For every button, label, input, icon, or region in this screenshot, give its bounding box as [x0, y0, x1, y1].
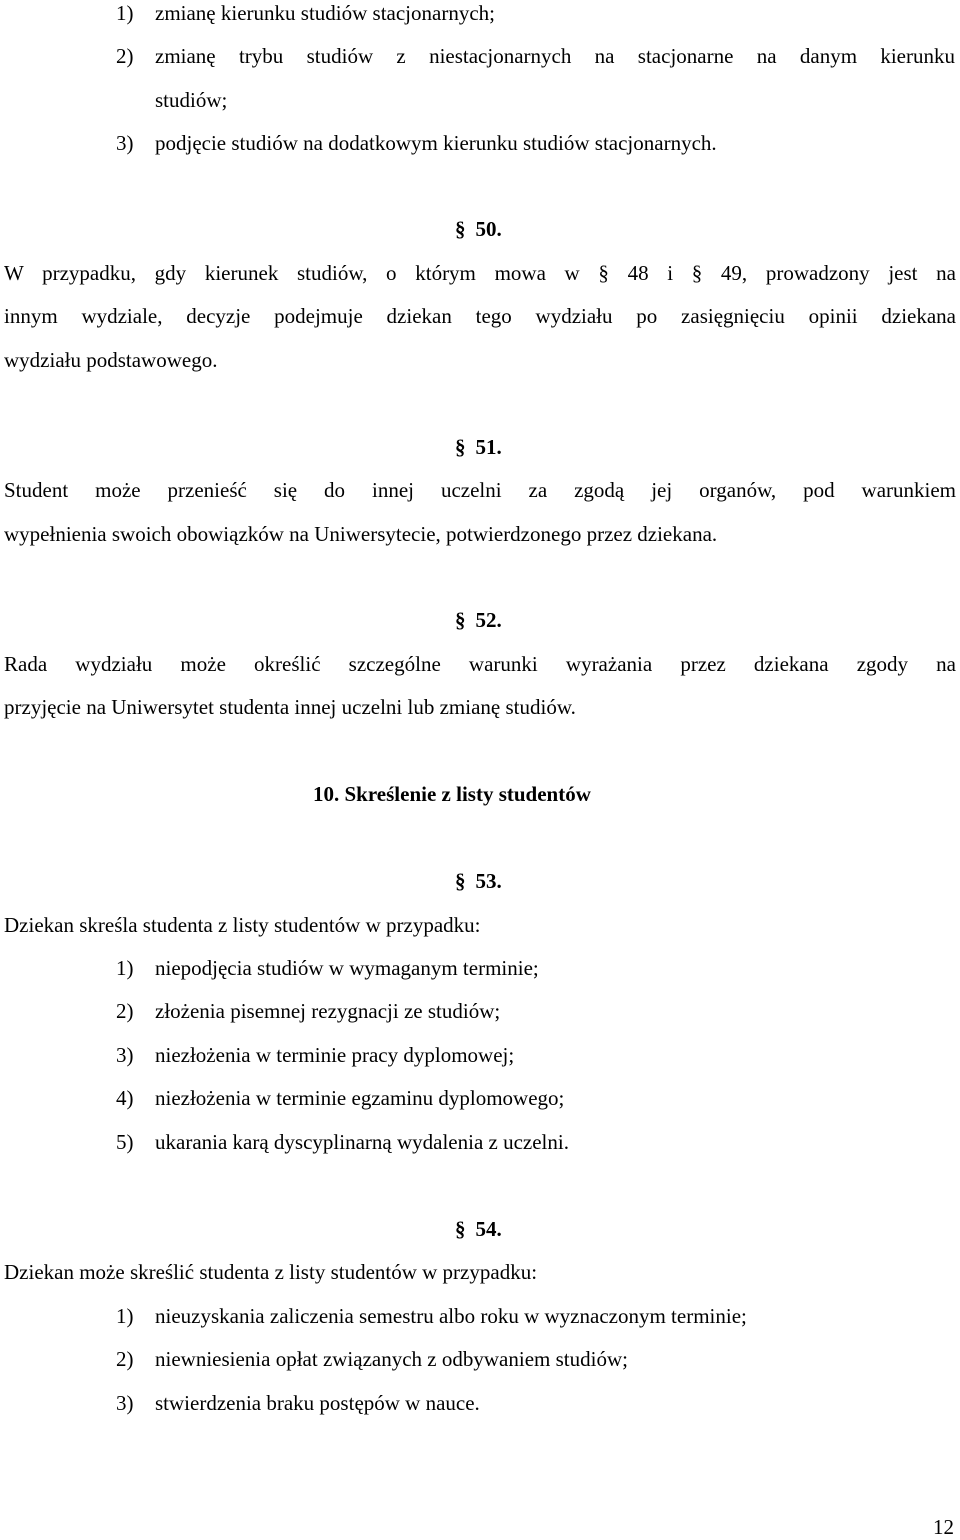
- paragraph-line: wypełnienia swoich obowiązków na Uniwersytecie, potwierdzonego przez dziekana.: [4, 522, 718, 546]
- list-number: 1): [116, 1, 134, 25]
- paragraph-heading: § 54.: [455, 1217, 502, 1241]
- paragraph-intro: Dziekan może skreślić studenta z listy studentów w przypadku:: [4, 1260, 538, 1284]
- list-item: niezłożenia w terminie egzaminu dyplomowego;: [155, 1086, 565, 1110]
- list-number: 3): [116, 1043, 134, 1067]
- list-item: złożenia pisemnej rezygnacji ze studiów;: [155, 999, 501, 1023]
- paragraph-heading: § 52.: [455, 608, 502, 632]
- paragraph-heading: § 50.: [455, 217, 502, 241]
- list-number: 2): [116, 999, 134, 1023]
- list-number: 2): [116, 44, 134, 68]
- section-sign-icon: §: [455, 217, 466, 241]
- list-item: podjęcie studiów na dodatkowym kierunku studiów stacjonarnych.: [155, 131, 717, 155]
- list-item-continuation: studiów;: [155, 88, 228, 112]
- paragraph-heading: § 51.: [455, 435, 502, 459]
- list-number: 3): [116, 131, 134, 155]
- section-sign-icon: §: [455, 435, 466, 459]
- paragraph-intro: Dziekan skreśla studenta z listy studentów w przypadku:: [4, 913, 481, 937]
- paragraph-line: Student może przenieść się do innej uczelni za zgodą jej organów, pod warunkiem: [4, 478, 956, 502]
- paragraph-heading: § 53.: [455, 869, 502, 893]
- section-sign-icon: §: [455, 1217, 466, 1241]
- section-sign-icon: §: [455, 869, 466, 893]
- list-item: zmianę kierunku studiów stacjonarnych;: [155, 1, 495, 25]
- list-item: niepodjęcia studiów w wymaganym terminie;: [155, 956, 539, 980]
- list-item: ukarania karą dyscyplinarną wydalenia z uczelni.: [155, 1130, 569, 1154]
- paragraph-line: wydziału podstawowego.: [4, 348, 218, 372]
- list-item: zmianę trybu studiów z niestacjonarnych na stacjonarne na danym kierunku: [155, 44, 955, 68]
- paragraph-line: innym wydziale, decyzje podejmuje dziekan tego wydziału po zasięgnięciu opinii dziekana: [4, 304, 956, 328]
- list-number: 3): [116, 1391, 134, 1415]
- chapter-heading: 10. Skreślenie z listy studentów: [313, 782, 591, 806]
- list-number: 4): [116, 1086, 134, 1110]
- list-item: niezłożenia w terminie pracy dyplomowej;: [155, 1043, 515, 1067]
- section-sign-icon: §: [455, 608, 466, 632]
- paragraph-line: W przypadku, gdy kierunek studiów, o którym mowa w § 48 i § 49, prowadzony jest na: [4, 261, 956, 285]
- paragraph-line: przyjęcie na Uniwersytet studenta innej uczelni lub zmianę studiów.: [4, 695, 576, 719]
- list-number: 1): [116, 956, 134, 980]
- list-item: stwierdzenia braku postępów w nauce.: [155, 1391, 480, 1415]
- list-number: 5): [116, 1130, 134, 1154]
- page-number: 12: [933, 1515, 954, 1539]
- list-item: nieuzyskania zaliczenia semestru albo roku w wyznaczonym terminie;: [155, 1304, 747, 1328]
- list-number: 2): [116, 1347, 134, 1371]
- list-item: niewniesienia opłat związanych z odbywaniem studiów;: [155, 1347, 628, 1371]
- list-number: 1): [116, 1304, 134, 1328]
- paragraph-line: Rada wydziału może określić szczególne warunki wyrażania przez dziekana zgody na: [4, 652, 956, 676]
